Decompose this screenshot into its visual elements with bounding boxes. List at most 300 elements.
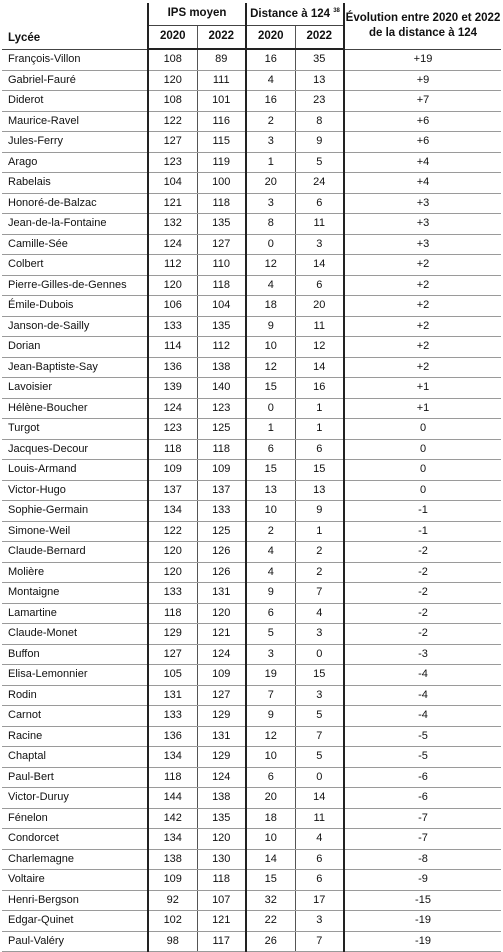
evolution-cell: -3 (344, 644, 501, 665)
ips-2020-cell: 144 (148, 788, 197, 809)
ips-2020-cell: 123 (148, 152, 197, 173)
table-row (2, 49, 501, 70)
lycee-name-cell: Racine (2, 726, 148, 747)
lycee-table (2, 3, 501, 952)
distance-2020-cell: 4 (246, 562, 295, 583)
distance-2020-cell: 20 (246, 173, 295, 194)
ips-2020-cell: 121 (148, 193, 197, 214)
column-header-distance-2020: 2020 (246, 26, 295, 50)
distance-2022-cell: 15 (295, 460, 344, 481)
lycee-name-cell: Montaigne (2, 583, 148, 604)
ips-2022-cell: 135 (197, 214, 246, 235)
table-row (2, 70, 501, 91)
evolution-cell: -2 (344, 603, 501, 624)
distance-2020-cell: 4 (246, 542, 295, 563)
distance-2020-cell: 18 (246, 808, 295, 829)
ips-2022-cell: 127 (197, 234, 246, 255)
ips-2020-cell: 120 (148, 562, 197, 583)
distance-2022-cell: 9 (295, 501, 344, 522)
ips-2020-cell: 133 (148, 583, 197, 604)
lycee-name-cell: Lamartine (2, 603, 148, 624)
table-row (2, 173, 501, 194)
distance-2022-cell: 6 (295, 275, 344, 296)
ips-2022-cell: 129 (197, 747, 246, 768)
evolution-cell: +2 (344, 296, 501, 317)
evolution-cell: +4 (344, 152, 501, 173)
evolution-cell: +2 (344, 357, 501, 378)
table-row (2, 111, 501, 132)
column-header-distance-2022: 2022 (295, 26, 344, 50)
lycee-name-cell: Victor-Hugo (2, 480, 148, 501)
lycee-name-cell: Simone-Weil (2, 521, 148, 542)
distance-2020-cell: 10 (246, 337, 295, 358)
lycee-name-cell: Claude-Bernard (2, 542, 148, 563)
evolution-cell: +4 (344, 173, 501, 194)
table-header (2, 3, 501, 49)
distance-2022-cell: 0 (295, 767, 344, 788)
evolution-cell: -4 (344, 706, 501, 727)
ips-2022-cell: 101 (197, 91, 246, 112)
lycee-name-cell: Jean-de-la-Fontaine (2, 214, 148, 235)
distance-2020-cell: 19 (246, 665, 295, 686)
distance-2022-cell: 4 (295, 603, 344, 624)
table-row (2, 214, 501, 235)
distance-2022-cell: 11 (295, 316, 344, 337)
table-row (2, 562, 501, 583)
lycee-name-cell: Camille-Sée (2, 234, 148, 255)
table-row (2, 460, 501, 481)
lycee-name-cell: Paul-Valéry (2, 931, 148, 952)
table-row (2, 501, 501, 522)
distance-2020-cell: 18 (246, 296, 295, 317)
ips-2022-cell: 121 (197, 911, 246, 932)
table-row (2, 849, 501, 870)
table-row (2, 542, 501, 563)
ips-2020-cell: 120 (148, 542, 197, 563)
lycee-name-cell: Voltaire (2, 870, 148, 891)
table-row (2, 685, 501, 706)
distance-2020-cell: 2 (246, 111, 295, 132)
table-row (2, 788, 501, 809)
lycee-name-cell: Rabelais (2, 173, 148, 194)
distance-2022-cell: 9 (295, 132, 344, 153)
distance-2020-cell: 20 (246, 788, 295, 809)
distance-2022-cell: 7 (295, 931, 344, 952)
ips-2022-cell: 115 (197, 132, 246, 153)
lycee-name-cell: Victor-Duruy (2, 788, 148, 809)
distance-2022-cell: 5 (295, 706, 344, 727)
table-row (2, 706, 501, 727)
evolution-cell: -2 (344, 562, 501, 583)
evolution-cell: -1 (344, 521, 501, 542)
distance-2022-cell: 4 (295, 829, 344, 850)
ips-2020-cell: 122 (148, 521, 197, 542)
column-header-lycee: Lycée (2, 3, 148, 49)
table-row (2, 275, 501, 296)
distance-2022-cell: 24 (295, 173, 344, 194)
ips-2020-cell: 133 (148, 316, 197, 337)
distance-2022-cell: 2 (295, 542, 344, 563)
distance-2020-cell: 9 (246, 583, 295, 604)
ips-2020-cell: 133 (148, 706, 197, 727)
evolution-cell: +2 (344, 275, 501, 296)
distance-2020-cell: 3 (246, 193, 295, 214)
table-row (2, 357, 501, 378)
ips-2020-cell: 114 (148, 337, 197, 358)
evolution-cell: +2 (344, 316, 501, 337)
ips-2020-cell: 109 (148, 870, 197, 891)
distance-2022-cell: 1 (295, 398, 344, 419)
distance-2022-cell: 14 (295, 357, 344, 378)
distance-2020-cell: 13 (246, 480, 295, 501)
lycee-name-cell: Elisa-Lemonnier (2, 665, 148, 686)
table-row (2, 480, 501, 501)
lycee-name-cell: Turgot (2, 419, 148, 440)
ips-2020-cell: 124 (148, 398, 197, 419)
distance-label: Distance à 124 (250, 7, 331, 20)
evolution-cell: +1 (344, 378, 501, 399)
distance-2022-cell: 20 (295, 296, 344, 317)
table-body (2, 49, 501, 952)
distance-2022-cell: 1 (295, 521, 344, 542)
distance-2022-cell: 11 (295, 214, 344, 235)
evolution-cell: -2 (344, 583, 501, 604)
lycee-name-cell: Maurice-Ravel (2, 111, 148, 132)
table-row (2, 193, 501, 214)
table-row (2, 870, 501, 891)
ips-2022-cell: 137 (197, 480, 246, 501)
distance-2022-cell: 3 (295, 624, 344, 645)
column-header-evolution: Évolution entre 2020 et 2022 de la distance à 124 (344, 3, 501, 49)
ips-2022-cell: 126 (197, 542, 246, 563)
distance-2020-cell: 22 (246, 911, 295, 932)
lycee-name-cell: Arago (2, 152, 148, 173)
distance-2022-cell: 13 (295, 70, 344, 91)
table-row (2, 624, 501, 645)
table-row (2, 234, 501, 255)
table-row (2, 747, 501, 768)
lycee-name-cell: Jules-Ferry (2, 132, 148, 153)
table-row (2, 644, 501, 665)
distance-2022-cell: 0 (295, 644, 344, 665)
lycee-name-cell: Lavoisier (2, 378, 148, 399)
distance-2022-cell: 16 (295, 378, 344, 399)
evolution-cell: -6 (344, 767, 501, 788)
ips-2022-cell: 131 (197, 726, 246, 747)
ips-2020-cell: 123 (148, 419, 197, 440)
evolution-cell: +3 (344, 214, 501, 235)
ips-2020-cell: 124 (148, 234, 197, 255)
evolution-cell: -19 (344, 931, 501, 952)
lycee-name-cell: Janson-de-Sailly (2, 316, 148, 337)
ips-2022-cell: 119 (197, 152, 246, 173)
ips-2020-cell: 131 (148, 685, 197, 706)
evolution-cell: -8 (344, 849, 501, 870)
table-row (2, 378, 501, 399)
ips-2020-cell: 109 (148, 460, 197, 481)
lycee-name-cell: Chaptal (2, 747, 148, 768)
evolution-cell: -4 (344, 685, 501, 706)
distance-2022-cell: 6 (295, 870, 344, 891)
ips-2020-cell: 112 (148, 255, 197, 276)
ips-2020-cell: 118 (148, 767, 197, 788)
evolution-cell: -6 (344, 788, 501, 809)
table-row (2, 911, 501, 932)
distance-2022-cell: 7 (295, 583, 344, 604)
distance-2020-cell: 15 (246, 378, 295, 399)
table-row (2, 255, 501, 276)
ips-2022-cell: 117 (197, 931, 246, 952)
evolution-cell: +6 (344, 111, 501, 132)
distance-2020-cell: 4 (246, 70, 295, 91)
distance-2020-cell: 10 (246, 501, 295, 522)
evolution-cell: +1 (344, 398, 501, 419)
ips-2022-cell: 118 (197, 870, 246, 891)
distance-2022-cell: 35 (295, 49, 344, 70)
distance-2022-cell: 6 (295, 849, 344, 870)
ips-2022-cell: 123 (197, 398, 246, 419)
distance-2022-cell: 6 (295, 439, 344, 460)
distance-2022-cell: 17 (295, 890, 344, 911)
distance-2020-cell: 10 (246, 747, 295, 768)
table-row (2, 767, 501, 788)
distance-2020-cell: 4 (246, 275, 295, 296)
distance-2020-cell: 0 (246, 398, 295, 419)
lycee-name-cell: François-Villon (2, 49, 148, 70)
ips-2022-cell: 121 (197, 624, 246, 645)
distance-2022-cell: 15 (295, 665, 344, 686)
evolution-cell: +3 (344, 193, 501, 214)
ips-2022-cell: 135 (197, 808, 246, 829)
distance-2020-cell: 1 (246, 152, 295, 173)
table-row (2, 316, 501, 337)
ips-2020-cell: 92 (148, 890, 197, 911)
ips-2022-cell: 104 (197, 296, 246, 317)
lycee-name-cell: Condorcet (2, 829, 148, 850)
evolution-cell: -2 (344, 542, 501, 563)
ips-2020-cell: 105 (148, 665, 197, 686)
ips-2022-cell: 112 (197, 337, 246, 358)
distance-2020-cell: 0 (246, 234, 295, 255)
distance-2022-cell: 6 (295, 193, 344, 214)
lycee-name-cell: Edgar-Quinet (2, 911, 148, 932)
ips-2020-cell: 102 (148, 911, 197, 932)
ips-2022-cell: 110 (197, 255, 246, 276)
distance-2022-cell: 3 (295, 234, 344, 255)
table-row (2, 132, 501, 153)
distance-2022-cell: 8 (295, 111, 344, 132)
lycee-name-cell: Jean-Baptiste-Say (2, 357, 148, 378)
distance-2020-cell: 26 (246, 931, 295, 952)
ips-2022-cell: 133 (197, 501, 246, 522)
evolution-cell: +19 (344, 49, 501, 70)
distance-2022-cell: 3 (295, 685, 344, 706)
distance-2020-cell: 3 (246, 644, 295, 665)
ips-2022-cell: 118 (197, 275, 246, 296)
ips-2020-cell: 104 (148, 173, 197, 194)
ips-2020-cell: 106 (148, 296, 197, 317)
ips-2020-cell: 98 (148, 931, 197, 952)
distance-2020-cell: 10 (246, 829, 295, 850)
lycee-name-cell: Honoré-de-Balzac (2, 193, 148, 214)
evolution-cell: +3 (344, 234, 501, 255)
evolution-cell: 0 (344, 419, 501, 440)
distance-2020-cell: 9 (246, 316, 295, 337)
table-row (2, 726, 501, 747)
table-row (2, 439, 501, 460)
table-row (2, 152, 501, 173)
distance-2020-cell: 2 (246, 521, 295, 542)
column-header-ips-2020: 2020 (148, 26, 197, 50)
distance-2020-cell: 12 (246, 255, 295, 276)
distance-2022-cell: 11 (295, 808, 344, 829)
evolution-cell: -7 (344, 808, 501, 829)
evolution-cell: -4 (344, 665, 501, 686)
column-header-ips-2022: 2022 (197, 26, 246, 50)
ips-2022-cell: 135 (197, 316, 246, 337)
distance-2020-cell: 32 (246, 890, 295, 911)
ips-2020-cell: 136 (148, 726, 197, 747)
distance-2020-cell: 6 (246, 439, 295, 460)
footnote-marker: 38 (333, 7, 340, 14)
ips-2020-cell: 127 (148, 644, 197, 665)
distance-2020-cell: 12 (246, 726, 295, 747)
evolution-cell: +2 (344, 337, 501, 358)
ips-2020-cell: 134 (148, 829, 197, 850)
lycee-name-cell: Fénelon (2, 808, 148, 829)
ips-2020-cell: 118 (148, 603, 197, 624)
table-row (2, 665, 501, 686)
distance-2020-cell: 3 (246, 132, 295, 153)
evolution-cell: -1 (344, 501, 501, 522)
ips-2022-cell: 124 (197, 767, 246, 788)
ips-2022-cell: 118 (197, 439, 246, 460)
ips-2020-cell: 120 (148, 275, 197, 296)
ips-2020-cell: 108 (148, 49, 197, 70)
distance-2022-cell: 3 (295, 911, 344, 932)
ips-2020-cell: 138 (148, 849, 197, 870)
evolution-cell: -5 (344, 726, 501, 747)
distance-2022-cell: 2 (295, 562, 344, 583)
distance-2020-cell: 15 (246, 460, 295, 481)
lycee-name-cell: Paul-Bert (2, 767, 148, 788)
ips-2022-cell: 116 (197, 111, 246, 132)
ips-2022-cell: 126 (197, 562, 246, 583)
table-row (2, 91, 501, 112)
ips-2022-cell: 118 (197, 193, 246, 214)
ips-2020-cell: 132 (148, 214, 197, 235)
ips-2022-cell: 109 (197, 665, 246, 686)
ips-2020-cell: 120 (148, 70, 197, 91)
ips-2022-cell: 140 (197, 378, 246, 399)
ips-2022-cell: 111 (197, 70, 246, 91)
distance-2022-cell: 14 (295, 788, 344, 809)
distance-2020-cell: 16 (246, 91, 295, 112)
distance-2022-cell: 1 (295, 419, 344, 440)
lycee-name-cell: Pierre-Gilles-de-Gennes (2, 275, 148, 296)
evolution-cell: 0 (344, 460, 501, 481)
ips-2020-cell: 129 (148, 624, 197, 645)
table-row (2, 419, 501, 440)
lycee-name-cell: Hélène-Boucher (2, 398, 148, 419)
lycee-name-cell: Charlemagne (2, 849, 148, 870)
distance-2022-cell: 5 (295, 747, 344, 768)
ips-2022-cell: 125 (197, 521, 246, 542)
lycee-name-cell: Gabriel-Fauré (2, 70, 148, 91)
distance-2020-cell: 9 (246, 706, 295, 727)
table-row (2, 603, 501, 624)
ips-2022-cell: 138 (197, 788, 246, 809)
table-row (2, 931, 501, 952)
distance-2020-cell: 5 (246, 624, 295, 645)
distance-2020-cell: 8 (246, 214, 295, 235)
column-group-ips: IPS moyen (148, 3, 246, 26)
lycee-name-cell: Diderot (2, 91, 148, 112)
lycee-name-cell: Carnot (2, 706, 148, 727)
distance-2022-cell: 23 (295, 91, 344, 112)
lycee-name-cell: Dorian (2, 337, 148, 358)
evolution-cell: +7 (344, 91, 501, 112)
ips-2020-cell: 122 (148, 111, 197, 132)
distance-2022-cell: 12 (295, 337, 344, 358)
lycee-name-cell: Rodin (2, 685, 148, 706)
ips-2020-cell: 134 (148, 747, 197, 768)
ips-2022-cell: 100 (197, 173, 246, 194)
evolution-cell: -2 (344, 624, 501, 645)
ips-2020-cell: 137 (148, 480, 197, 501)
lycee-name-cell: Louis-Armand (2, 460, 148, 481)
ips-2020-cell: 134 (148, 501, 197, 522)
lycee-name-cell: Colbert (2, 255, 148, 276)
table-row (2, 829, 501, 850)
table-row (2, 583, 501, 604)
ips-2022-cell: 89 (197, 49, 246, 70)
distance-2022-cell: 7 (295, 726, 344, 747)
table-row (2, 808, 501, 829)
distance-2022-cell: 14 (295, 255, 344, 276)
ips-2022-cell: 130 (197, 849, 246, 870)
distance-2020-cell: 6 (246, 603, 295, 624)
table-row (2, 890, 501, 911)
lycee-name-cell: Jacques-Decour (2, 439, 148, 460)
ips-2022-cell: 109 (197, 460, 246, 481)
evolution-cell: 0 (344, 439, 501, 460)
distance-2020-cell: 16 (246, 49, 295, 70)
evolution-cell: +9 (344, 70, 501, 91)
evolution-cell: 0 (344, 480, 501, 501)
lycee-name-cell: Henri-Bergson (2, 890, 148, 911)
distance-2020-cell: 1 (246, 419, 295, 440)
evolution-cell: -19 (344, 911, 501, 932)
ips-2020-cell: 118 (148, 439, 197, 460)
ips-2022-cell: 120 (197, 829, 246, 850)
ips-2022-cell: 127 (197, 685, 246, 706)
lycee-name-cell: Claude-Monet (2, 624, 148, 645)
evolution-cell: +2 (344, 255, 501, 276)
distance-2020-cell: 14 (246, 849, 295, 870)
table-row (2, 398, 501, 419)
table-row (2, 296, 501, 317)
ips-2020-cell: 139 (148, 378, 197, 399)
distance-2020-cell: 6 (246, 767, 295, 788)
lycee-name-cell: Molière (2, 562, 148, 583)
lycee-name-cell: Émile-Dubois (2, 296, 148, 317)
ips-2022-cell: 129 (197, 706, 246, 727)
evolution-cell: -7 (344, 829, 501, 850)
evolution-cell: -9 (344, 870, 501, 891)
ips-2020-cell: 136 (148, 357, 197, 378)
ips-2022-cell: 138 (197, 357, 246, 378)
